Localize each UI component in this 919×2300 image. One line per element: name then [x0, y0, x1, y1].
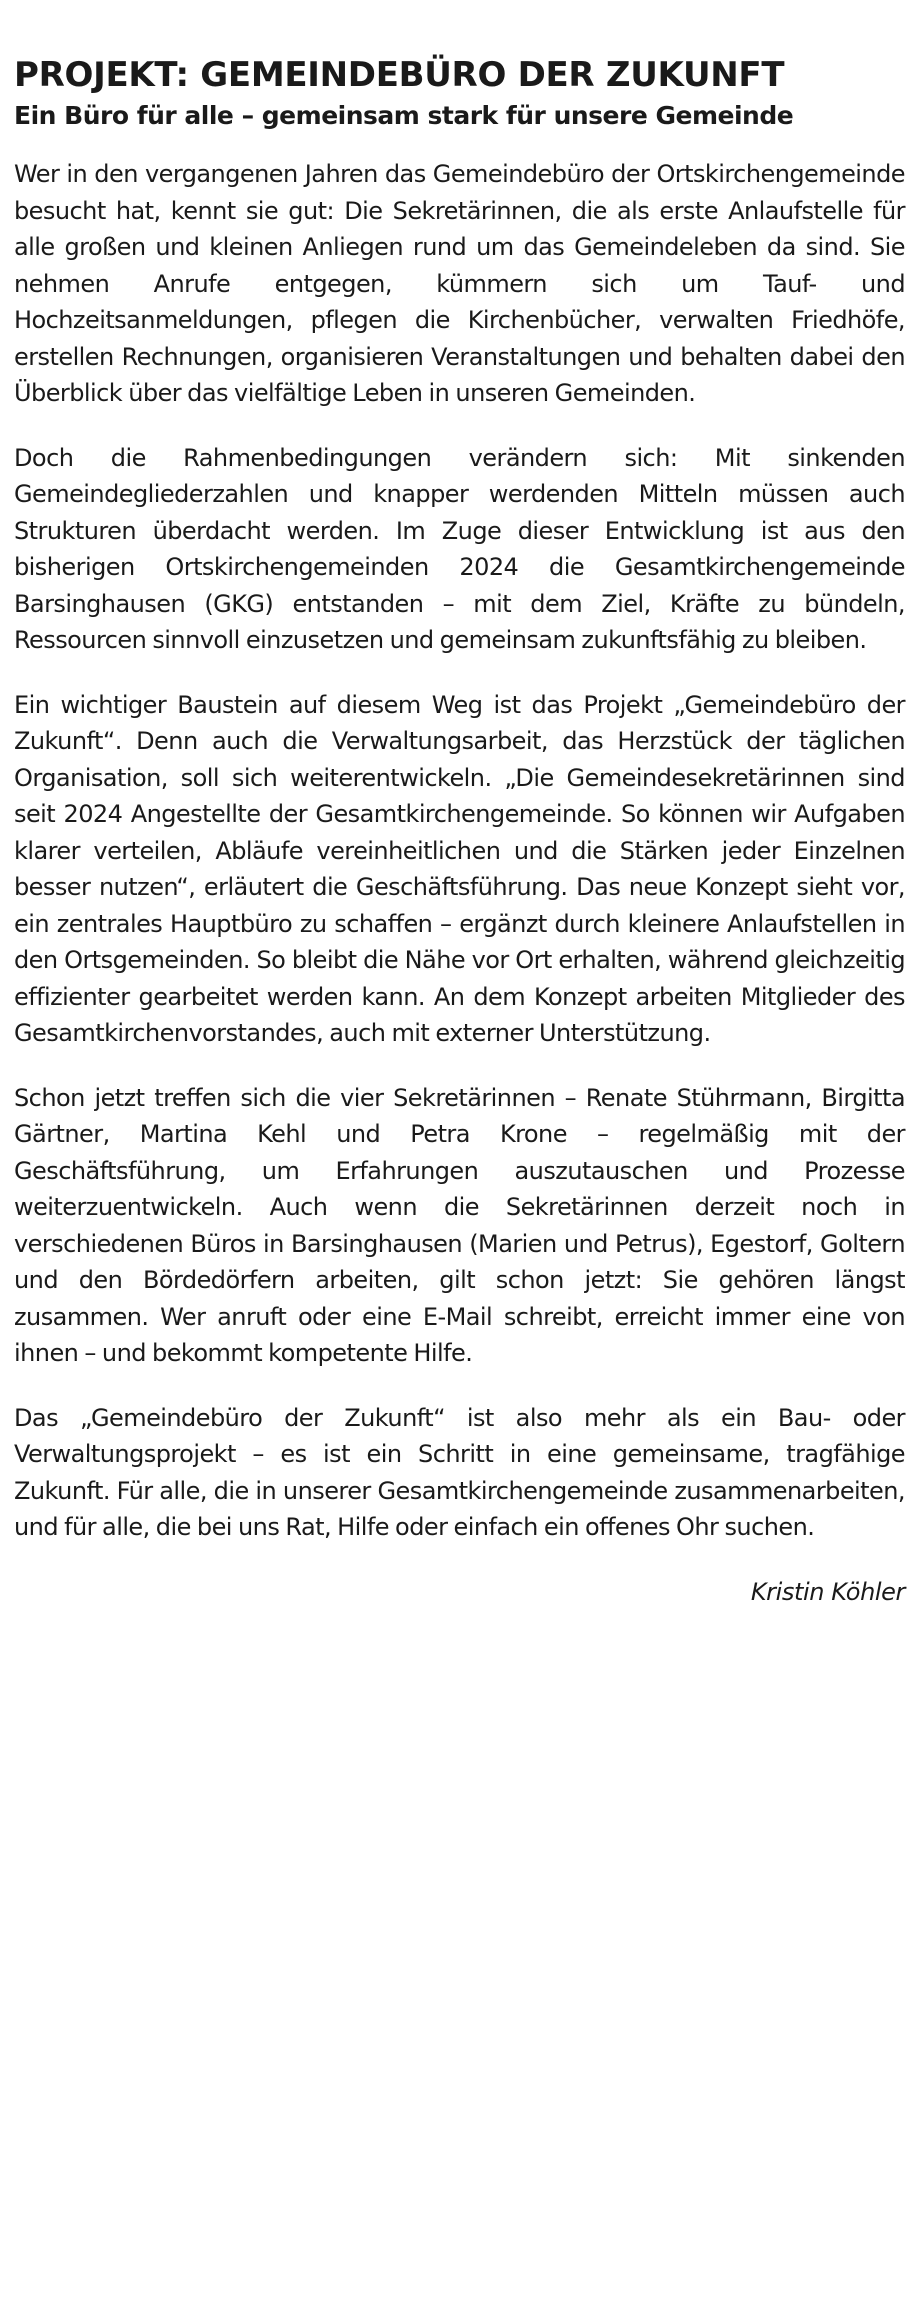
paragraph-1: Wer in den vergangenen Jahren das Gemeindebüro der Ortskirchengemeinde besucht hat, kennt sie gut: Die Sekretärinnen, die als erste Anlaufstelle für alle großen und kleinen Anliegen rund um das Gemeindeleben da sind. Sie nehmen Anrufe entgegen, kümmern sich um Tauf- und Hochzeitsanmeldungen, pflegen die Kirchenbücher, verwalten Friedhöfe, erstellen Rechnungen, organisieren Veranstaltungen und behalten dabei den Überblick über das vielfältige Leben in unseren Gemeinden. — [14, 160, 905, 407]
paragraph-3: Ein wichtiger Baustein auf diesem Weg ist das Projekt „Gemeindebüro der Zukunft“. Denn auch die Verwaltungsarbeit, das Herzstück der täglichen Organisation, soll sich weiterentwickeln. „Die Gemeindesekretärinnen sind seit 2024 Angestellte der Gesamtkirchengemeinde. So können wir Aufgaben klarer verteilen, Abläufe vereinheitlichen und die Stärken jeder Einzelnen besser nutzen“, erläutert die Geschäftsführung. Das neue Konzept sieht vor, ein zentrales Hauptbüro zu schaffen – ergänzt durch kleinere Anlaufstellen in den Ortsgemeinden. So bleibt die Nähe vor Ort erhalten, während gleichzeitig effizienter gearbeitet werden kann. An dem Konzept arbeiten Mitglieder des Gesamtkirchenvorstandes, auch mit externer Unterstützung. — [14, 690, 905, 1047]
paragraph-4: Schon jetzt treffen sich die vier Sekretärinnen – Renate Stührmann, Birgitta Gärtner, Martina Kehl und Petra Krone – regelmäßig mit der Geschäftsführung, um Erfahrungen auszutauschen und Prozesse weiterzuentwickeln. Auch wenn die Sekretärinnen derzeit noch in verschiedenen Büros in Barsinghausen (Marien und Petrus), Egestorf, Goltern und den Bördedörfern arbeiten, gilt schon jetzt: Sie gehören längst zusammen. Wer anruft oder eine E-Mail schreibt, erreicht immer eine von ihnen – und bekommt kompetente Hilfe. — [14, 1083, 905, 1367]
paragraph-5: Das „Gemeindebüro der Zukunft“ ist also mehr als ein Bau- oder Verwaltungsprojekt – es ist ein Schritt in eine gemeinsame, tragfähige Zukunft. Für alle, die in unserer Gesamtkirchengemeinde zusammenarbeiten, und für alle, die bei uns Rat, Hilfe oder einfach ein offenes Ohr suchen. — [14, 1403, 905, 1541]
subheadline: Ein Büro für alle – gemeinsam stark für unsere Gemeinde — [14, 101, 794, 130]
paragraph-2: Doch die Rahmenbedingungen verändern sich: Mit sinkenden Gemeindegliederzahlen und knapper werdenden Mitteln müssen auch Strukturen überdacht werden. Im Zuge dieser Entwicklung ist aus den bisherigen Ortskirchengemeinden 2024 die Gesamtkirchengemeinde Barsinghausen (GKG) entstanden – mit dem Ziel, Kräfte zu bündeln, Ressourcen sinnvoll einzusetzen und gemeinsam zukunftsfähig zu bleiben. — [14, 443, 905, 654]
author-signature: Kristin Köhler — [750, 1577, 905, 1606]
headline: PROJEKT: GEMEINDEBÜRO DER ZUKUNFT — [14, 55, 785, 95]
article — [14, 54, 905, 1610]
